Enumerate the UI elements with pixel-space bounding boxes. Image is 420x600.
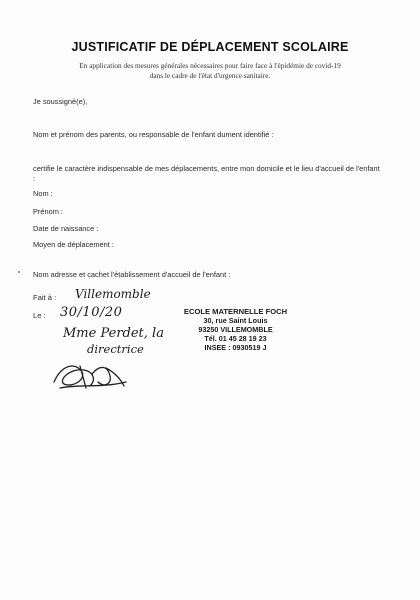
school-stamp [178, 307, 293, 352]
intro-line-2: dans le cadre de l'état d'urgence sanitaire. [149, 70, 271, 80]
prenom-label: Prénom : [33, 207, 63, 216]
etablissement-label: Nom adresse et cachet l'établissement d'accueil de l'enfant : [33, 270, 231, 279]
intro-line-1: En application des mesures générales nécessaires pour faire face à l'épidémie de covid-19 [79, 61, 341, 70]
stamp-street: 30, rue Saint Louis [203, 316, 268, 325]
stamp-insee: INSEE : 0930519 J [204, 343, 267, 352]
intro-text [60, 61, 360, 80]
margin-dot [18, 271, 20, 273]
certifie-text: certifie le caractère indispensable de mes déplacements, entre mon domicile et le lieu d'accueil de l'enfant : [33, 164, 380, 183]
fait-a-label: Fait à : [33, 293, 57, 302]
nom-label: Nom : [33, 189, 53, 198]
signature-scribble [50, 358, 130, 394]
handwritten-signer-title: directrice [87, 342, 144, 356]
naissance-label: Date de naissance : [33, 224, 99, 233]
soussigne-label: Je soussigné(e), [33, 97, 88, 106]
stamp-city: 93250 VILLEMOMBLE [198, 325, 273, 334]
document-title: JUSTIFICATIF DE DÉPLACEMENT SCOLAIRE [71, 40, 349, 54]
moyen-label: Moyen de déplacement : [33, 240, 114, 249]
stamp-school-name: ECOLE MATERNELLE FOCH [183, 307, 288, 316]
handwritten-place: Villemomble [75, 287, 151, 301]
le-label: Le : [33, 311, 46, 320]
parent-label: Nom et prénom des parents, ou responsable de l'enfant dument identifié : [33, 130, 274, 139]
handwritten-signer-name: Mme Perdet, la [63, 326, 164, 341]
handwritten-date: 30/10/20 [60, 305, 123, 320]
stamp-phone: Tél. 01 45 28 19 23 [204, 334, 267, 343]
